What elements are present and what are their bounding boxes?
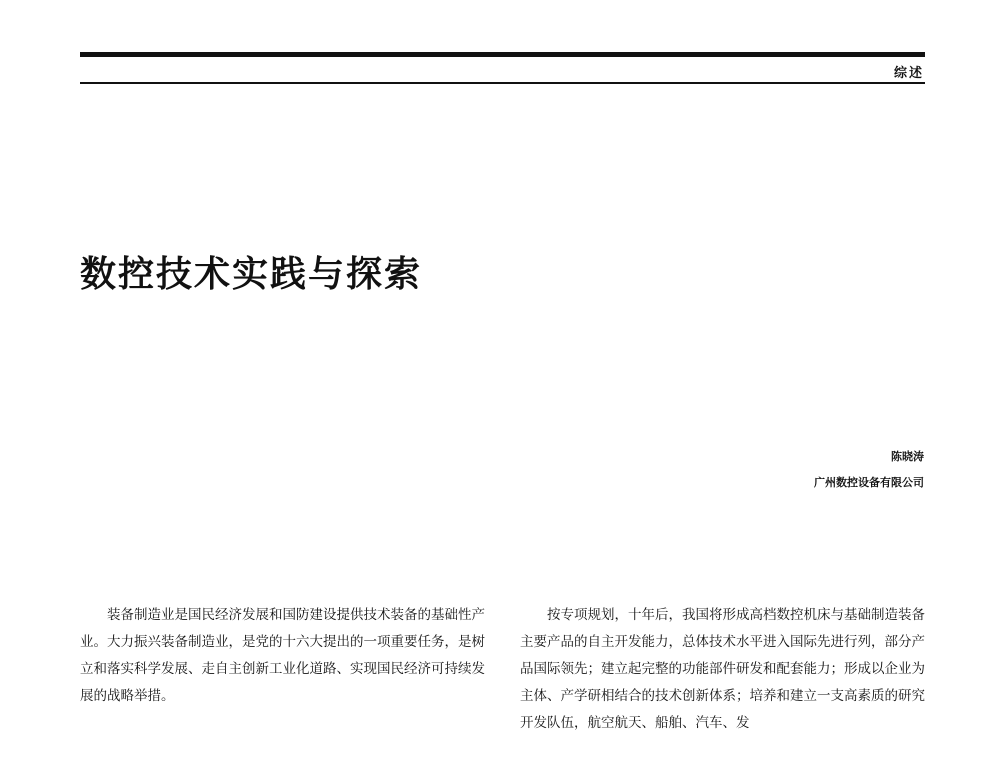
article-title: 数控技术实践与探索: [80, 254, 423, 295]
header-rule-thick: [80, 52, 925, 57]
author-affiliation: 广州数控设备有限公司: [814, 476, 924, 489]
body-paragraph: 按专项规划，十年后，我国将形成高档数控机床与基础制造装备主要产品的自主开发能力，总体技术水平进入国际先进行列，部分产品国际领先；建立起完整的功能部件研发和配套能力；形成以企业为主体、产学研相结合的技术创新体系；培养和建立一支高素质的研究开发队伍，航空航天、船舶、汽车、发: [520, 607, 925, 731]
body-paragraph: 装备制造业是国民经济发展和国防建设提供技术装备的基础性产业。大力振兴装备制造业，是党的十六大提出的一项重要任务，是树立和落实科学发展、走自主创新工业化道路、实现国民经济可持续发展的战略举措。: [80, 607, 485, 704]
body-column-left: [80, 602, 485, 710]
author-name: 陈晓涛: [891, 450, 924, 463]
author-block: [814, 444, 924, 496]
header-rule-thin: [80, 82, 925, 84]
section-label: 综述: [893, 66, 924, 81]
body-column-right: [520, 602, 925, 737]
